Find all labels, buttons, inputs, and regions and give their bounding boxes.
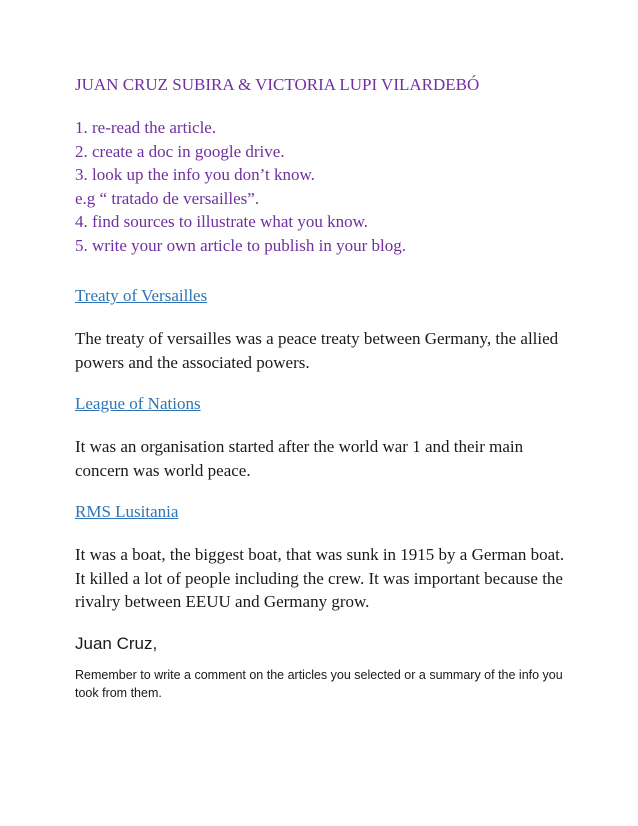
step-item: 5. write your own article to publish in your blog. xyxy=(75,235,406,255)
paragraph-rms-lusitania: It was a boat, the biggest boat, that was sunk in 1915 by a German boat. It killed a lot of people including the crew. It was important because the rivalry between EEUU and Germany grow. xyxy=(75,545,565,611)
document-title: JUAN CRUZ SUBIRA & VICTORIA LUPI VILARDEBÓ xyxy=(75,75,480,94)
link-treaty-of-versailles[interactable]: Treaty of Versailles xyxy=(75,286,208,305)
document-page xyxy=(75,74,575,702)
step-item: 1. re-read the article. xyxy=(75,118,217,137)
paragraph-treaty-of-versailles: The treaty of versailles was a peace treaty between Germany, the allied powers and the associated powers. xyxy=(75,329,559,372)
step-item: 3. look up the info you don’t know. xyxy=(75,165,315,184)
step-item: 4. find sources to illustrate what you know. xyxy=(75,212,369,231)
signature: Juan Cruz, xyxy=(75,633,158,653)
steps-list xyxy=(75,116,575,257)
step-item: 2. create a doc in google drive. xyxy=(75,141,285,161)
step-item: e.g “ tratado de versailles”. xyxy=(75,188,260,208)
paragraph-league-of-nations: It was an organisation started after the world war 1 and their main concern was world peace. xyxy=(75,437,524,480)
link-league-of-nations[interactable]: League of Nations xyxy=(75,394,201,413)
link-rms-lusitania[interactable]: RMS Lusitania xyxy=(75,502,179,521)
reminder-note: Remember to write a comment on the articles you selected or a summary of the info you took from them. xyxy=(75,667,563,700)
